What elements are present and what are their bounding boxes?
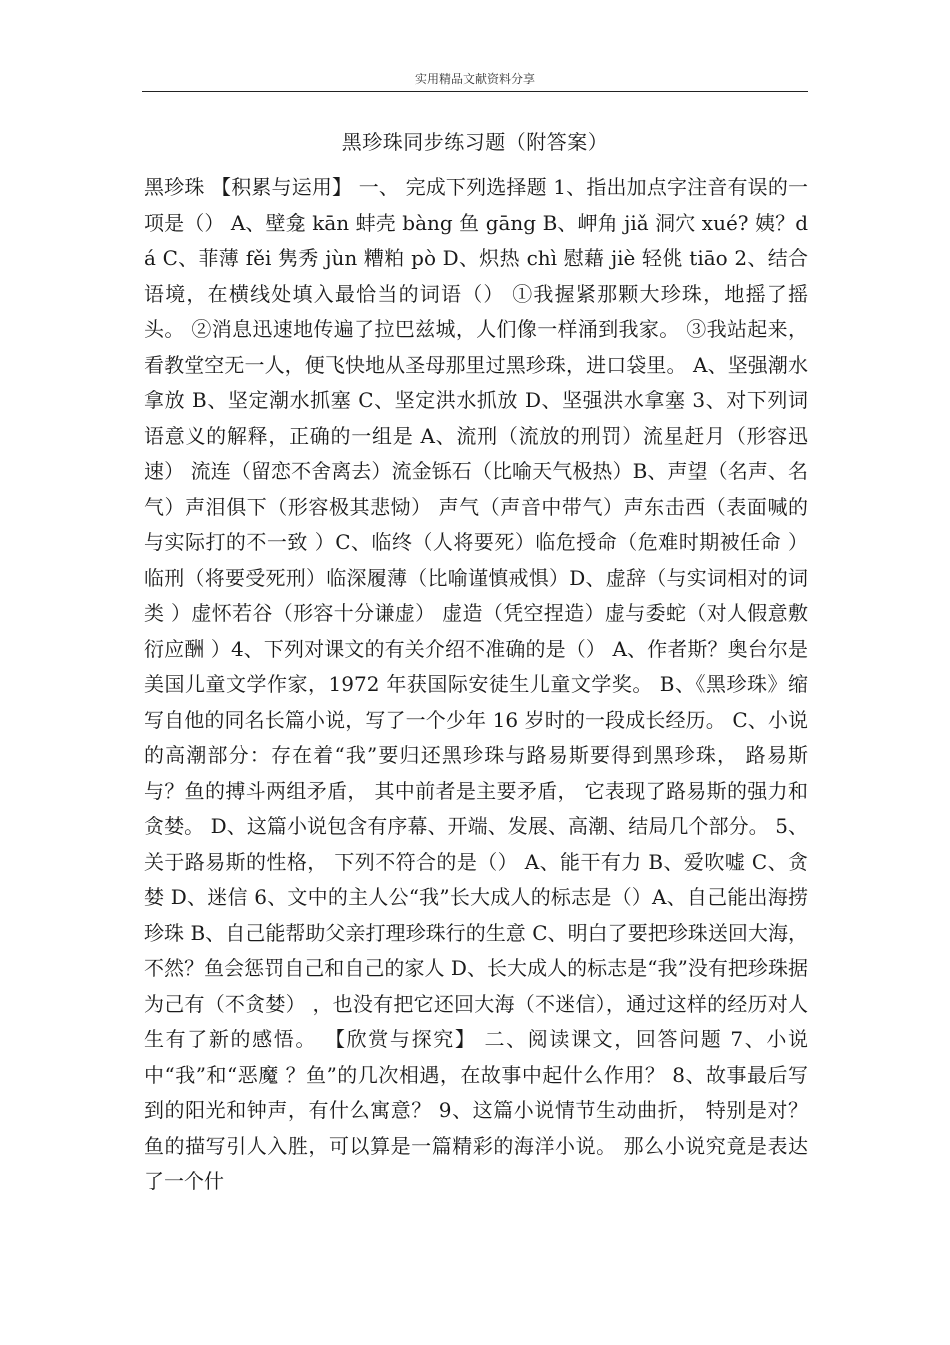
header-divider bbox=[142, 91, 808, 92]
document-body bbox=[144, 170, 808, 1200]
running-header: 实用精品文献资料分享 bbox=[414, 72, 535, 86]
document-title: 黑珍珠同步练习题（附答案） bbox=[341, 130, 609, 154]
body-paragraph: 黑珍珠 【积累与运用】 一、 完成下列选择题 1、指出加点字注音有误的一项是（） A、壁龛 kān 蚌壳 bàng 鱼 gāng B、岬角 jiǎ 洞穴 xué? 姨？dá C、菲薄 fěi 隽秀 jùn 糟粕 pò D、炽热 chì 慰藉 jiè 轻佻 tiāo 2、结合语境，在横线处填入最恰当的词语（） ①我握紧那颗大珍珠，地摇了摇头。 ②消息迅速地传遍了拉巴兹城，人们像一样涌到我家。 ③我站起来，看教堂空无一人，便飞快地从圣母那里过黑珍珠，进口袋里。 A、坚强潮水拿放 B、坚定潮水抓塞 C、坚定洪水抓放 D、坚强洪水拿塞 3、对下列词语意义的解释，正确的一组是 A、流刑（流放的刑罚）流星赶月（形容迅速） 流连（留恋不舍离去）流金铄石（比喻天气极热）B、声望（名声、名气）声泪俱下（形容极其悲恸） 声气（声音中带气）声东击西（表面喊的与实际打的不一致 ）C、临终（人将要死）临危授命（危难时期被任命 ） 临刑（将要受死刑）临深履薄（比喻谨慎戒惧）D、虚辞（与实词相对的词类 ）虚怀若谷（形容十分谦虚） 虚造（凭空捏造）虚与委蛇（对人假意敷衍应酬 ）4、下列对课文的有关介绍不准确的是（） A、作者斯？奥台尔是美国儿童文学作家，1972 年获国际安徒生儿童文学奖。 B、《黑珍珠》缩写自他的同名长篇小说，写了一个少年 16 岁时的一段成长经历。 C、小说的高潮部分：存在着“我”要归还黑珍珠与路易斯要得到黑珍珠， 路易斯与？鱼的搏斗两组矛盾， 其中前者是主要矛盾， 它表现了路易斯的强力和贪婪。 D、这篇小说包含有序幕、开端、发展、高潮、结局几个部分。 5、关于路易斯的性格， 下列不符合的是（） A、能干有力 B、爱吹嘘 C、贪婪 D、迷信 6、文中的主人公“我”长大成人的标志是（）A、自己能出海捞珍珠 B、自己能帮助父亲打理珍珠行的生意 C、明白了要把珍珠送回大海， 不然？鱼会惩罚自己和自己的家人 D、长大成人的标志是“我”没有把珍珠据为己有（不贪婪） ，也没有把它还回大海（不迷信），通过这样的经历对人生有了新的感悟。 【欣赏与探究】 二、阅读课文，回答问题 7、小说中“我”和“恶魔 ？鱼”的几次相遇，在故事中起什么作用？ 8、故事最后写到的阳光和钟声，有什么寓意？ 9、这篇小说情节生动曲折， 特别是对？鱼的描写引人入胜，可以算是一篇精彩的海洋小说。 那么小说究竟是表达了一个什 bbox=[144, 175, 808, 1193]
